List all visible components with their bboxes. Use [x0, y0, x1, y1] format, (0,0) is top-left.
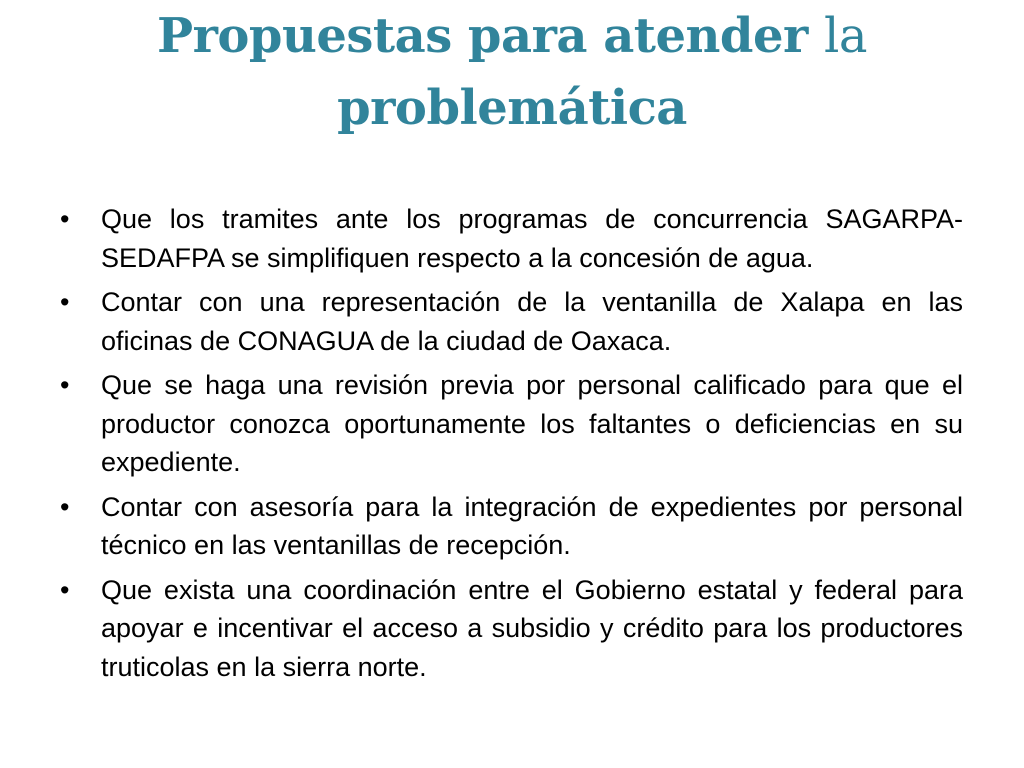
bullet-text: Que los tramites ante los programas de concurrencia SAGARPA-SEDAFPA se simplifiquen respecto a la concesión de agua. [101, 204, 963, 273]
bullet-text: Contar con una representación de la ventanilla de Xalapa en las oficinas de CONAGUA de la ciudad de Oaxaca. [101, 287, 963, 356]
bullet-text: Contar con asesoría para la integración de expedientes por personal técnico en las ventanillas de recepción. [101, 491, 963, 560]
title-light-text: la [824, 8, 867, 64]
bullet-list [60, 200, 963, 692]
bullet-item [60, 200, 963, 277]
bullet-dot-icon: • [60, 574, 70, 605]
bullet-dot-icon: • [60, 287, 70, 317]
slide-title [60, 0, 964, 144]
bullet-item [60, 283, 963, 360]
bullet-dot-icon: • [60, 491, 70, 522]
bullet-dot-icon: • [60, 204, 70, 234]
bullet-dot-icon: • [60, 370, 70, 400]
bullet-text: Que exista una coordinación entre el Gobierno estatal y federal para apoyar e incentivar el acceso a subsidio y crédito para los productores truticolas en la sierra norte. [101, 574, 963, 682]
title-line-2: problemática [337, 80, 687, 136]
title-bold-text: Propuestas para atender [157, 8, 808, 64]
bullet-item [60, 366, 963, 482]
bullet-item [60, 488, 963, 565]
bullet-item [60, 571, 963, 687]
bullet-text: Que se haga una revisión previa por personal calificado para que el productor conozca oportunamente los faltantes o deficiencias en su expediente. [101, 370, 963, 477]
